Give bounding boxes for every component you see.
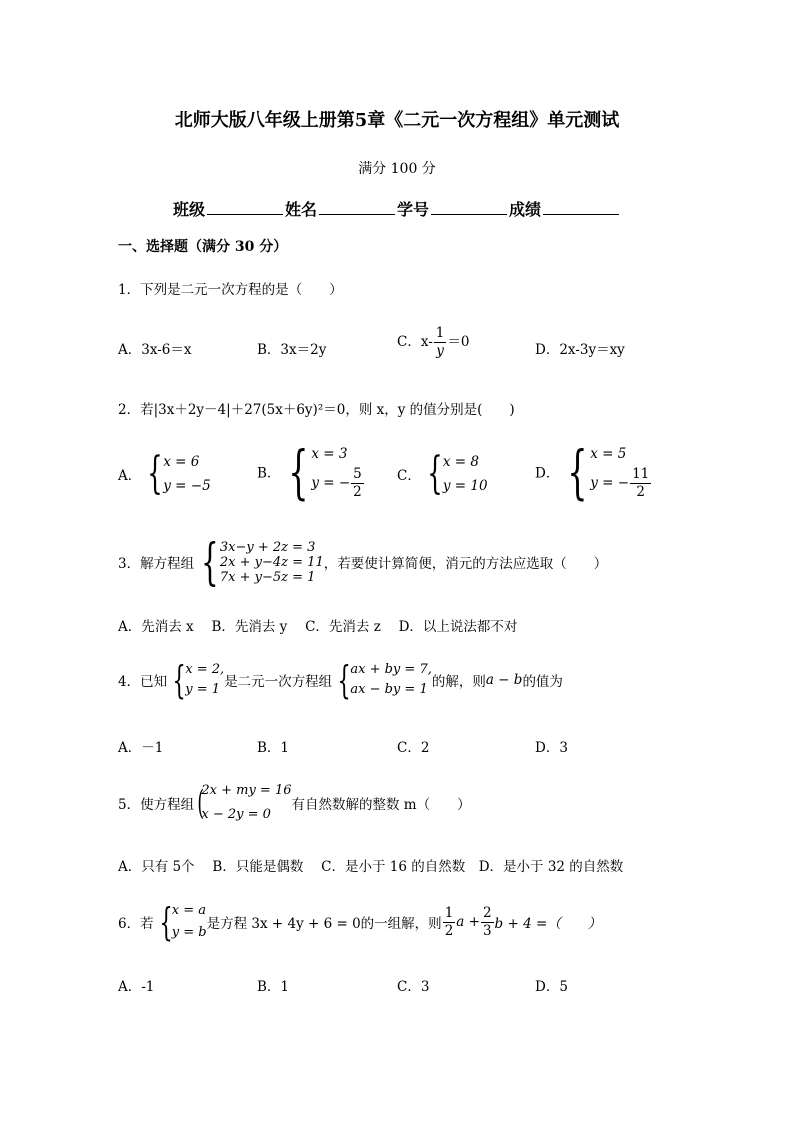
- page-title: 北师大版八年级上册第5章《二元一次方程组》单元测试: [174, 110, 620, 131]
- name-label: 姓名: [284, 200, 317, 219]
- q2-option-d: D． { x = 5 y = − $\frac{11}{2}$: [535, 437, 650, 506]
- question-1-stem: 1．下列是二元一次方程的是（ ）: [118, 282, 343, 298]
- q4-option-c: C．2: [397, 740, 430, 756]
- q2-option-b: B． { x = 3 y = − $\frac{5}{2}$: [257, 437, 362, 506]
- id-label: 学号: [397, 200, 430, 219]
- full-score: 满分 100 分: [358, 161, 436, 177]
- question-3-stem: 3．解方程组 { 3x−y + 2z = 3 2x + y−4z = 11 7x + y−5z = 1 ，若要使计算简便，消元的方法应选取（ ）: [118, 533, 608, 591]
- question-4-stem: 4．已知 { x = 2, y = 1 是二元一次方程组 { ax + by = 7, ax − by = 1 的解，则a − b的值为: [118, 658, 563, 702]
- name-blank[interactable]: [319, 200, 395, 215]
- q1-option-a: A．3x-6＝x: [118, 342, 192, 358]
- q6-option-c: C．3: [397, 979, 430, 995]
- q6-option-d: D．5: [535, 979, 568, 995]
- section-heading: 一、选择题（满分 30 分）: [118, 239, 288, 255]
- question-5-stem: 5．使方程组( 2x + my = 16 x − 2y = 0 有自然数解的整数 m（ ）: [118, 783, 471, 823]
- q6-option-a: A．-1: [118, 979, 155, 995]
- q2-option-c: C． { x = 8 y = 10: [397, 448, 488, 499]
- id-blank[interactable]: [431, 200, 507, 215]
- q4-option-d: D．3: [535, 740, 568, 756]
- q5-options: A．只有 5个 B．只能是偶数 C．是小于 16 的自然数 D．是小于 32 的自然数: [118, 859, 624, 875]
- student-info-line: [0, 197, 794, 220]
- q1-option-c: C．x- $\frac{1}{y}$ ＝0: [397, 325, 470, 359]
- q1-option-d: D．2x-3y＝xy: [535, 342, 625, 358]
- score-label: 成绩: [509, 200, 542, 219]
- question-2-stem: 2．若|3x＋2y－4|＋27(5x＋6y)²＝0，则 x，y 的值分别是( ): [118, 402, 515, 418]
- q1-option-b: B．3x＝2y: [257, 342, 327, 358]
- q4-option-b: B．1: [257, 740, 290, 756]
- q2-option-a: A． { x = 6 y = −5: [118, 448, 211, 499]
- class-blank[interactable]: [207, 200, 283, 215]
- q4-option-a: A．－1: [118, 740, 164, 756]
- score-blank[interactable]: [543, 200, 619, 215]
- q6-option-b: B．1: [257, 979, 290, 995]
- q3-options: A．先消去 x B．先消去 y C．先消去 z D．以上说法都不对: [118, 619, 518, 635]
- class-label: 班级: [172, 200, 205, 219]
- question-6-stem: 6．若 { x = a y = b 是方程 3x + 4y + 6 = 0的一组解，则 $\frac{1}{2}$ a + $\frac{2}{3}$ b + 4 =（ ）: [118, 900, 602, 944]
